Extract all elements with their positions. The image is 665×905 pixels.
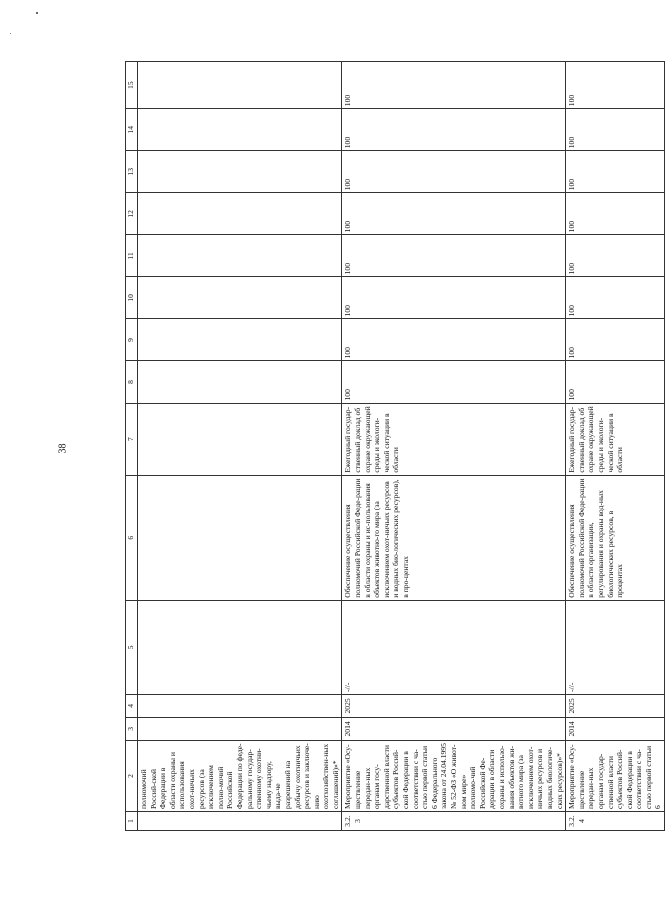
header-row <box>126 62 138 831</box>
row-target-value: 100 <box>566 193 665 235</box>
column-header: 3 <box>126 717 138 740</box>
row-name: Мероприятие «Осу-ществление передан-ных органам государ-ственной власти субъектов Россий-ской Федерации в соответствии с ча-стью первой статьи 6 <box>566 740 665 811</box>
row-target-value <box>138 109 342 151</box>
row-executor <box>138 600 342 694</box>
column-header: 15 <box>126 62 138 109</box>
row-target-value: 100 <box>566 361 665 403</box>
row-start-year: 2014 <box>342 717 566 740</box>
row-executor: -//- <box>566 600 665 694</box>
row-target-value <box>138 319 342 361</box>
row-name: Мероприятие «Осу-ществление передан-ных органам госу-дарственной власти субъектов Россий-ской Федерации в соответствии с ча-стью первой статьи 6 Федерального закона от 24.04.1995 № 52-ФЗ «О живот-ном мире» полномо-чий Российской Фе-дерации в области охраны и использо-вания объектов жи-вотного мира (за исключением охот-ничьих ресурсов и водных биологиче-ских ресурсов)»* <box>342 740 566 811</box>
row-target-value: 100 <box>566 151 665 193</box>
row-indicator: Ежегодный государ-ственный доклад об охране окружающей среды и экологи-ческой ситуации в области <box>342 403 566 475</box>
row-start-year <box>138 717 342 740</box>
column-header: 7 <box>126 403 138 475</box>
table-row <box>566 62 665 831</box>
column-header: 4 <box>126 694 138 717</box>
column-header: 1 <box>126 811 138 830</box>
row-goal: Обеспечение осуществления полномочий Российской Феде-рации в области организации, регулирования и охраны вод-ных биологических ресурсов, в процентах <box>566 475 665 600</box>
row-end-year: 2025 <box>566 694 665 717</box>
column-header: 5 <box>126 600 138 694</box>
row-indicator: Ежегодный государ-ственный доклад об охране окружающей среды и экологи-ческой ситуации в области <box>566 403 665 475</box>
program-table <box>125 61 665 831</box>
row-target-value: 100 <box>342 361 566 403</box>
row-target-value: 100 <box>566 319 665 361</box>
column-header: 6 <box>126 475 138 600</box>
column-header: 2 <box>126 740 138 811</box>
row-name: полномочий Россий-ской Федерации в области охраны и использования охот-ничьих ресурсов (за исключением полно-мочий Российской Федерации по феде-ральному государ-ственному охотни-чьему надзору, выда-че разрешений на добычу охотничьих ресурсов и заключе-нию охотхозяйствен-ных соглашений)»* <box>138 740 342 811</box>
row-end-year: 2025 <box>342 694 566 717</box>
row-target-value: 100 <box>566 109 665 151</box>
row-number <box>138 811 342 830</box>
row-executor: -//- <box>342 600 566 694</box>
row-target-value: 100 <box>342 277 566 319</box>
row-target-value: 100 <box>566 277 665 319</box>
row-number: 3.2.4 <box>566 811 665 830</box>
row-target-value: 100 <box>342 109 566 151</box>
row-target-value: 100 <box>566 235 665 277</box>
row-start-year: 2014 <box>566 717 665 740</box>
row-goal <box>138 475 342 600</box>
row-target-value: 100 <box>342 193 566 235</box>
scan-speck <box>36 12 38 14</box>
row-target-value <box>138 361 342 403</box>
row-target-value: 100 <box>342 62 566 109</box>
row-end-year <box>138 694 342 717</box>
page-number: 38 <box>57 443 69 454</box>
rotated-table-container <box>125 61 663 831</box>
row-target-value: 100 <box>342 319 566 361</box>
row-target-value: 100 <box>342 235 566 277</box>
column-header: 14 <box>126 109 138 151</box>
column-header: 13 <box>126 151 138 193</box>
row-target-value <box>138 193 342 235</box>
table-row <box>342 62 566 831</box>
row-target-value <box>138 62 342 109</box>
column-header: 11 <box>126 235 138 277</box>
row-target-value: 100 <box>566 62 665 109</box>
row-target-value <box>138 151 342 193</box>
row-goal: Обеспечение осуществления полномочий Российской Феде-рации в области охраны и ис-пользования объектов животно-го мира (за исключением охот-ничьих ресурсов и водных био-логических ресурсов), в про-центах <box>342 475 566 600</box>
row-target-value <box>138 277 342 319</box>
column-header: 9 <box>126 319 138 361</box>
column-header: 12 <box>126 193 138 235</box>
row-indicator <box>138 403 342 475</box>
row-number: 3.2.3 <box>342 811 566 830</box>
row-target-value <box>138 235 342 277</box>
row-target-value: 100 <box>342 151 566 193</box>
table-row <box>138 62 342 831</box>
column-header: 8 <box>126 361 138 403</box>
column-header: 10 <box>126 277 138 319</box>
scan-speck <box>10 33 11 34</box>
